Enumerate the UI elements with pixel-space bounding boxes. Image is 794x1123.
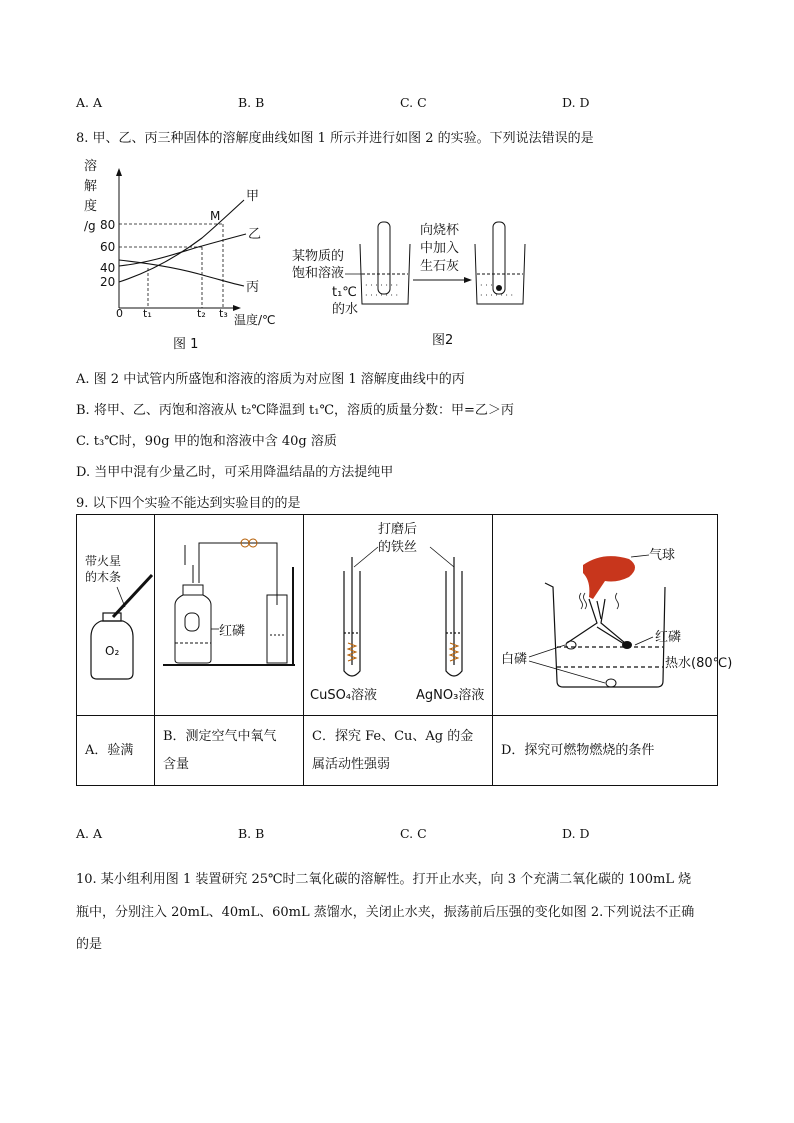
white-phosphorus-1	[566, 641, 576, 649]
y-label-1: 溶	[84, 159, 98, 174]
q7-option-b: B. B	[238, 95, 265, 110]
x-axis-label: 温度/℃	[234, 313, 276, 327]
fig2-label-2: 饱和溶液	[292, 266, 345, 281]
balloon	[583, 556, 635, 599]
apparatus-b	[163, 543, 295, 665]
label-yi: 乙	[248, 227, 262, 242]
beaker-d	[545, 583, 665, 687]
x-tick-t2: t₂	[197, 307, 206, 320]
fig-a-label-1: 带火星	[85, 554, 122, 568]
fig-d-red-p: 红磷	[655, 630, 682, 645]
q10-line-3: 的是	[76, 937, 103, 952]
white-phosphorus-2	[606, 679, 616, 687]
svg-text:· · · · · · ·: · · · · · · ·	[365, 291, 399, 300]
y-axis-arrow	[116, 168, 122, 176]
q9-caption-b: B．测定空气中氧气 含量	[155, 716, 304, 786]
q9-caption-a: A．验满	[77, 716, 155, 786]
q9-fig-a	[77, 515, 154, 711]
svg-text:· · · · · · ·: · · · · · · ·	[480, 291, 514, 300]
q10-line-2: 瓶中，分别注入 20mL、40mL、60mL 蒸馏水，关闭止水夹，振荡前后压强的变化如图 2.下列说法不正确	[76, 905, 695, 920]
fig2-label-4: 的水	[332, 302, 359, 317]
q9-caption-c: C．探究 Fe、Cu、Ag 的金 属活动性强弱	[304, 716, 493, 786]
fig-c-left: CuSO₄溶液	[310, 688, 378, 703]
fig2-caption: 图2	[432, 333, 454, 348]
tubes	[344, 557, 462, 676]
q8-option-a: A. 图 2 中试管内所盛饱和溶液的溶质为对应图 1 溶解度曲线中的丙	[76, 372, 465, 387]
q9-option-c: C. C	[400, 826, 427, 841]
fig-c-right: AgNO₃溶液	[416, 688, 485, 703]
q9-fig-d-cell	[493, 515, 733, 716]
fig2-label-3: t₁℃	[332, 285, 357, 300]
q9-fig-a-cell	[77, 515, 155, 716]
q9-option-d: D. D	[562, 826, 590, 841]
curve-yi	[119, 234, 246, 266]
y-tick-60: 60	[100, 240, 116, 254]
q9-fig-d	[493, 515, 733, 711]
curve-bing	[119, 260, 244, 286]
fig-a-label-2: 的木条	[85, 570, 122, 584]
q8-option-d: D. 当甲中混有少量乙时，可采用降温结晶的方法提纯甲	[76, 465, 394, 480]
q8-option-b: B. 将甲、乙、丙饱和溶液从 t₂℃降温到 t₁℃，溶质的质量分数：甲=乙＞丙	[76, 403, 514, 418]
q7-option-d: D. D	[562, 95, 590, 110]
q9-option-b: B. B	[238, 826, 265, 841]
fig-d-water: 热水(80℃)	[665, 656, 733, 671]
y-tick-40: 40	[100, 261, 116, 275]
y-label-2: 解	[84, 179, 98, 194]
red-phosphorus	[622, 641, 632, 649]
q8-option-c: C. t₃℃时，90g 甲的饱和溶液中含 40g 溶质	[76, 434, 337, 449]
y-tick-20: 20	[100, 275, 116, 289]
x-tick-0: 0	[116, 307, 123, 320]
fig-d-balloon: 气球	[649, 548, 676, 563]
bottle-label: O₂	[105, 644, 120, 658]
x-tick-t3: t₃	[219, 307, 228, 320]
q9-fig-c-cell	[304, 515, 493, 716]
fig2-arrow-label-2: 中加入	[420, 241, 460, 256]
q8-stem: 8. 甲、乙、丙三种固体的溶解度曲线如图 1 所示并进行如图 2 的实验。下列说法错误的是	[76, 131, 594, 146]
guide-lines	[119, 224, 223, 308]
q8-solubility-chart	[76, 150, 286, 355]
q8-experiment-figure	[290, 212, 540, 352]
q9-option-a: A. A	[76, 826, 103, 841]
fig-b-label: 红磷	[219, 624, 246, 639]
fig2-label-1: 某物质的	[292, 249, 345, 264]
q7-option-c: C. C	[400, 95, 427, 110]
fig-c-top-2: 的铁丝	[378, 540, 418, 555]
y-label-3: 度	[84, 199, 98, 214]
x-tick-t1: t₁	[143, 307, 152, 320]
svg-text:· · ·: · · ·	[480, 281, 493, 290]
q9-fig-c	[304, 515, 492, 711]
q9-fig-b	[155, 515, 303, 711]
label-bing: 丙	[246, 280, 260, 295]
q10-line-1: 10. 某小组利用图 1 装置研究 25℃时二氧化碳的溶解性。打开止水夹，向 3 个充满二氧化碳的 100mL 烧	[76, 872, 692, 887]
red-phosphorus-spoon	[185, 613, 199, 631]
fig-d-white-p: 白磷	[501, 652, 528, 667]
fig2-arrow-label-3: 生石灰	[420, 259, 460, 274]
label-jia: 甲	[246, 189, 260, 204]
q9-fig-b-cell	[155, 515, 304, 716]
q7-option-a: A. A	[76, 95, 103, 110]
label-m: M	[210, 209, 221, 223]
x-axis-arrow	[233, 305, 241, 311]
fig-c-top-1: 打磨后	[378, 522, 418, 537]
q9-stem: 9. 以下四个实验不能达到实验目的的是	[76, 496, 301, 511]
q9-table	[76, 514, 733, 786]
y-tick-80: 80	[100, 218, 116, 232]
beaker-left-water	[365, 281, 398, 300]
q9-caption-d: D．探究可燃物燃烧的条件	[493, 716, 718, 786]
fig2-arrow-label-1: 向烧杯	[420, 223, 460, 238]
y-label-4: /g	[84, 219, 96, 233]
svg-text:· · · · · · ·: · · · · · · ·	[365, 281, 399, 290]
fig1-caption: 图 1	[173, 337, 199, 352]
